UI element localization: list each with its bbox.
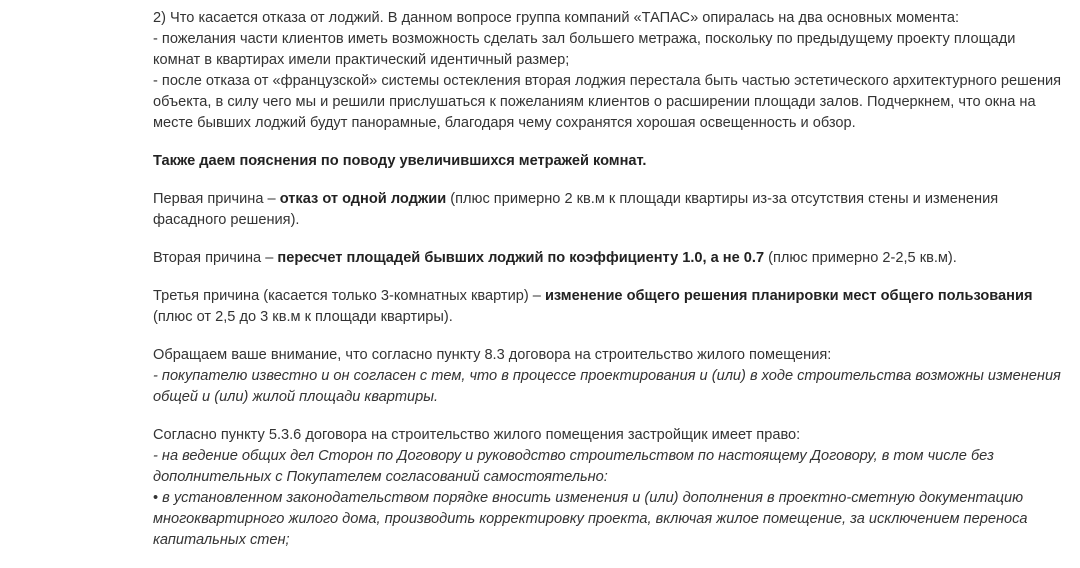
clause-8-3-intro: Обращаем ваше внимание, что согласно пункту 8.3 договора на строительство жилого помещения: bbox=[153, 347, 832, 363]
clause-5-3-6-quote-2: в установленном законодательством порядке вносить изменения и (или) дополнения в проектно-сметную документацию многоквартирного жилого дома, производить корректировку проекта, включая жилое помещение, за исключением переноса капитальных стен; bbox=[153, 490, 1028, 548]
clause-5-3-6-intro: Согласно пункту 5.3.6 договора на строительство жилого помещения застройщик имеет право: bbox=[153, 427, 801, 443]
reason-2-bold: пересчет площадей бывших лоджий по коэффициенту 1.0, а не 0.7 bbox=[277, 250, 765, 266]
reason-1-detail: (плюс примерно 2 кв.м к площади квартиры из-за отсутствия стены и изменения фасадного решения). bbox=[153, 191, 999, 228]
paragraph-heading bbox=[153, 151, 1063, 172]
article-body bbox=[153, 8, 1063, 568]
reason-2-prefix: Вторая причина – bbox=[153, 250, 278, 266]
reason-3-detail: (плюс от 2,5 до 3 кв.м к площади квартиры). bbox=[153, 309, 453, 325]
section-heading: Также даем пояснения по поводу увеличившихся метражей комнат. bbox=[153, 153, 647, 169]
clause-8-3-quote: - покупателю известно и он согласен с тем, что в процессе проектирования и (или) в ходе строительства возможны изменения общей и (или) жилой площади квартиры. bbox=[153, 368, 1061, 405]
reason-1-bold: отказ от одной лоджии bbox=[279, 191, 447, 207]
reason-3-bold: изменение общего решения планировки мест общего пользования bbox=[544, 288, 1033, 304]
loggias-reason-2: - после отказа от «французской» системы остекления вторая лоджия перестала быть частью эстетического архитектурного решения объекта, в силу чего мы и решили прислушаться к пожеланиям клиентов о расширении площади залов. Подчеркнем, что окна на месте бывших лоджий будут панорамные, благодаря чему сохранятся хорошая освещенность и обзор. bbox=[153, 73, 1062, 131]
paragraph-reason-3 bbox=[153, 286, 1063, 328]
loggias-intro: 2) Что касается отказа от лоджий. В данном вопросе группа компаний «ТАПАС» опиралась на два основных момента: bbox=[153, 10, 960, 26]
bullet-icon: • bbox=[153, 490, 163, 506]
clause-5-3-6-quote-1: - на ведение общих дел Сторон по Договору и руководство строительством по настоящему Договору, в том числе без дополнительных с Покупателем согласований самостоятельно: bbox=[153, 448, 994, 485]
paragraph-clause-8-3 bbox=[153, 345, 1063, 408]
paragraph-clause-5-3-6 bbox=[153, 425, 1063, 551]
paragraph-reason-1 bbox=[153, 189, 1063, 231]
reason-3-prefix: Третья причина (касается только 3-комнатных квартир) – bbox=[153, 288, 545, 304]
loggias-reason-1: - пожелания части клиентов иметь возможность сделать зал большего метража, поскольку по предыдущему проекту площади комнат в квартирах имели практический идентичный размер; bbox=[153, 31, 1016, 68]
reason-2-detail: (плюс примерно 2-2,5 кв.м). bbox=[764, 250, 957, 266]
paragraph-reason-2 bbox=[153, 248, 1063, 269]
paragraph-loggias bbox=[153, 8, 1063, 134]
reason-1-prefix: Первая причина – bbox=[153, 191, 280, 207]
